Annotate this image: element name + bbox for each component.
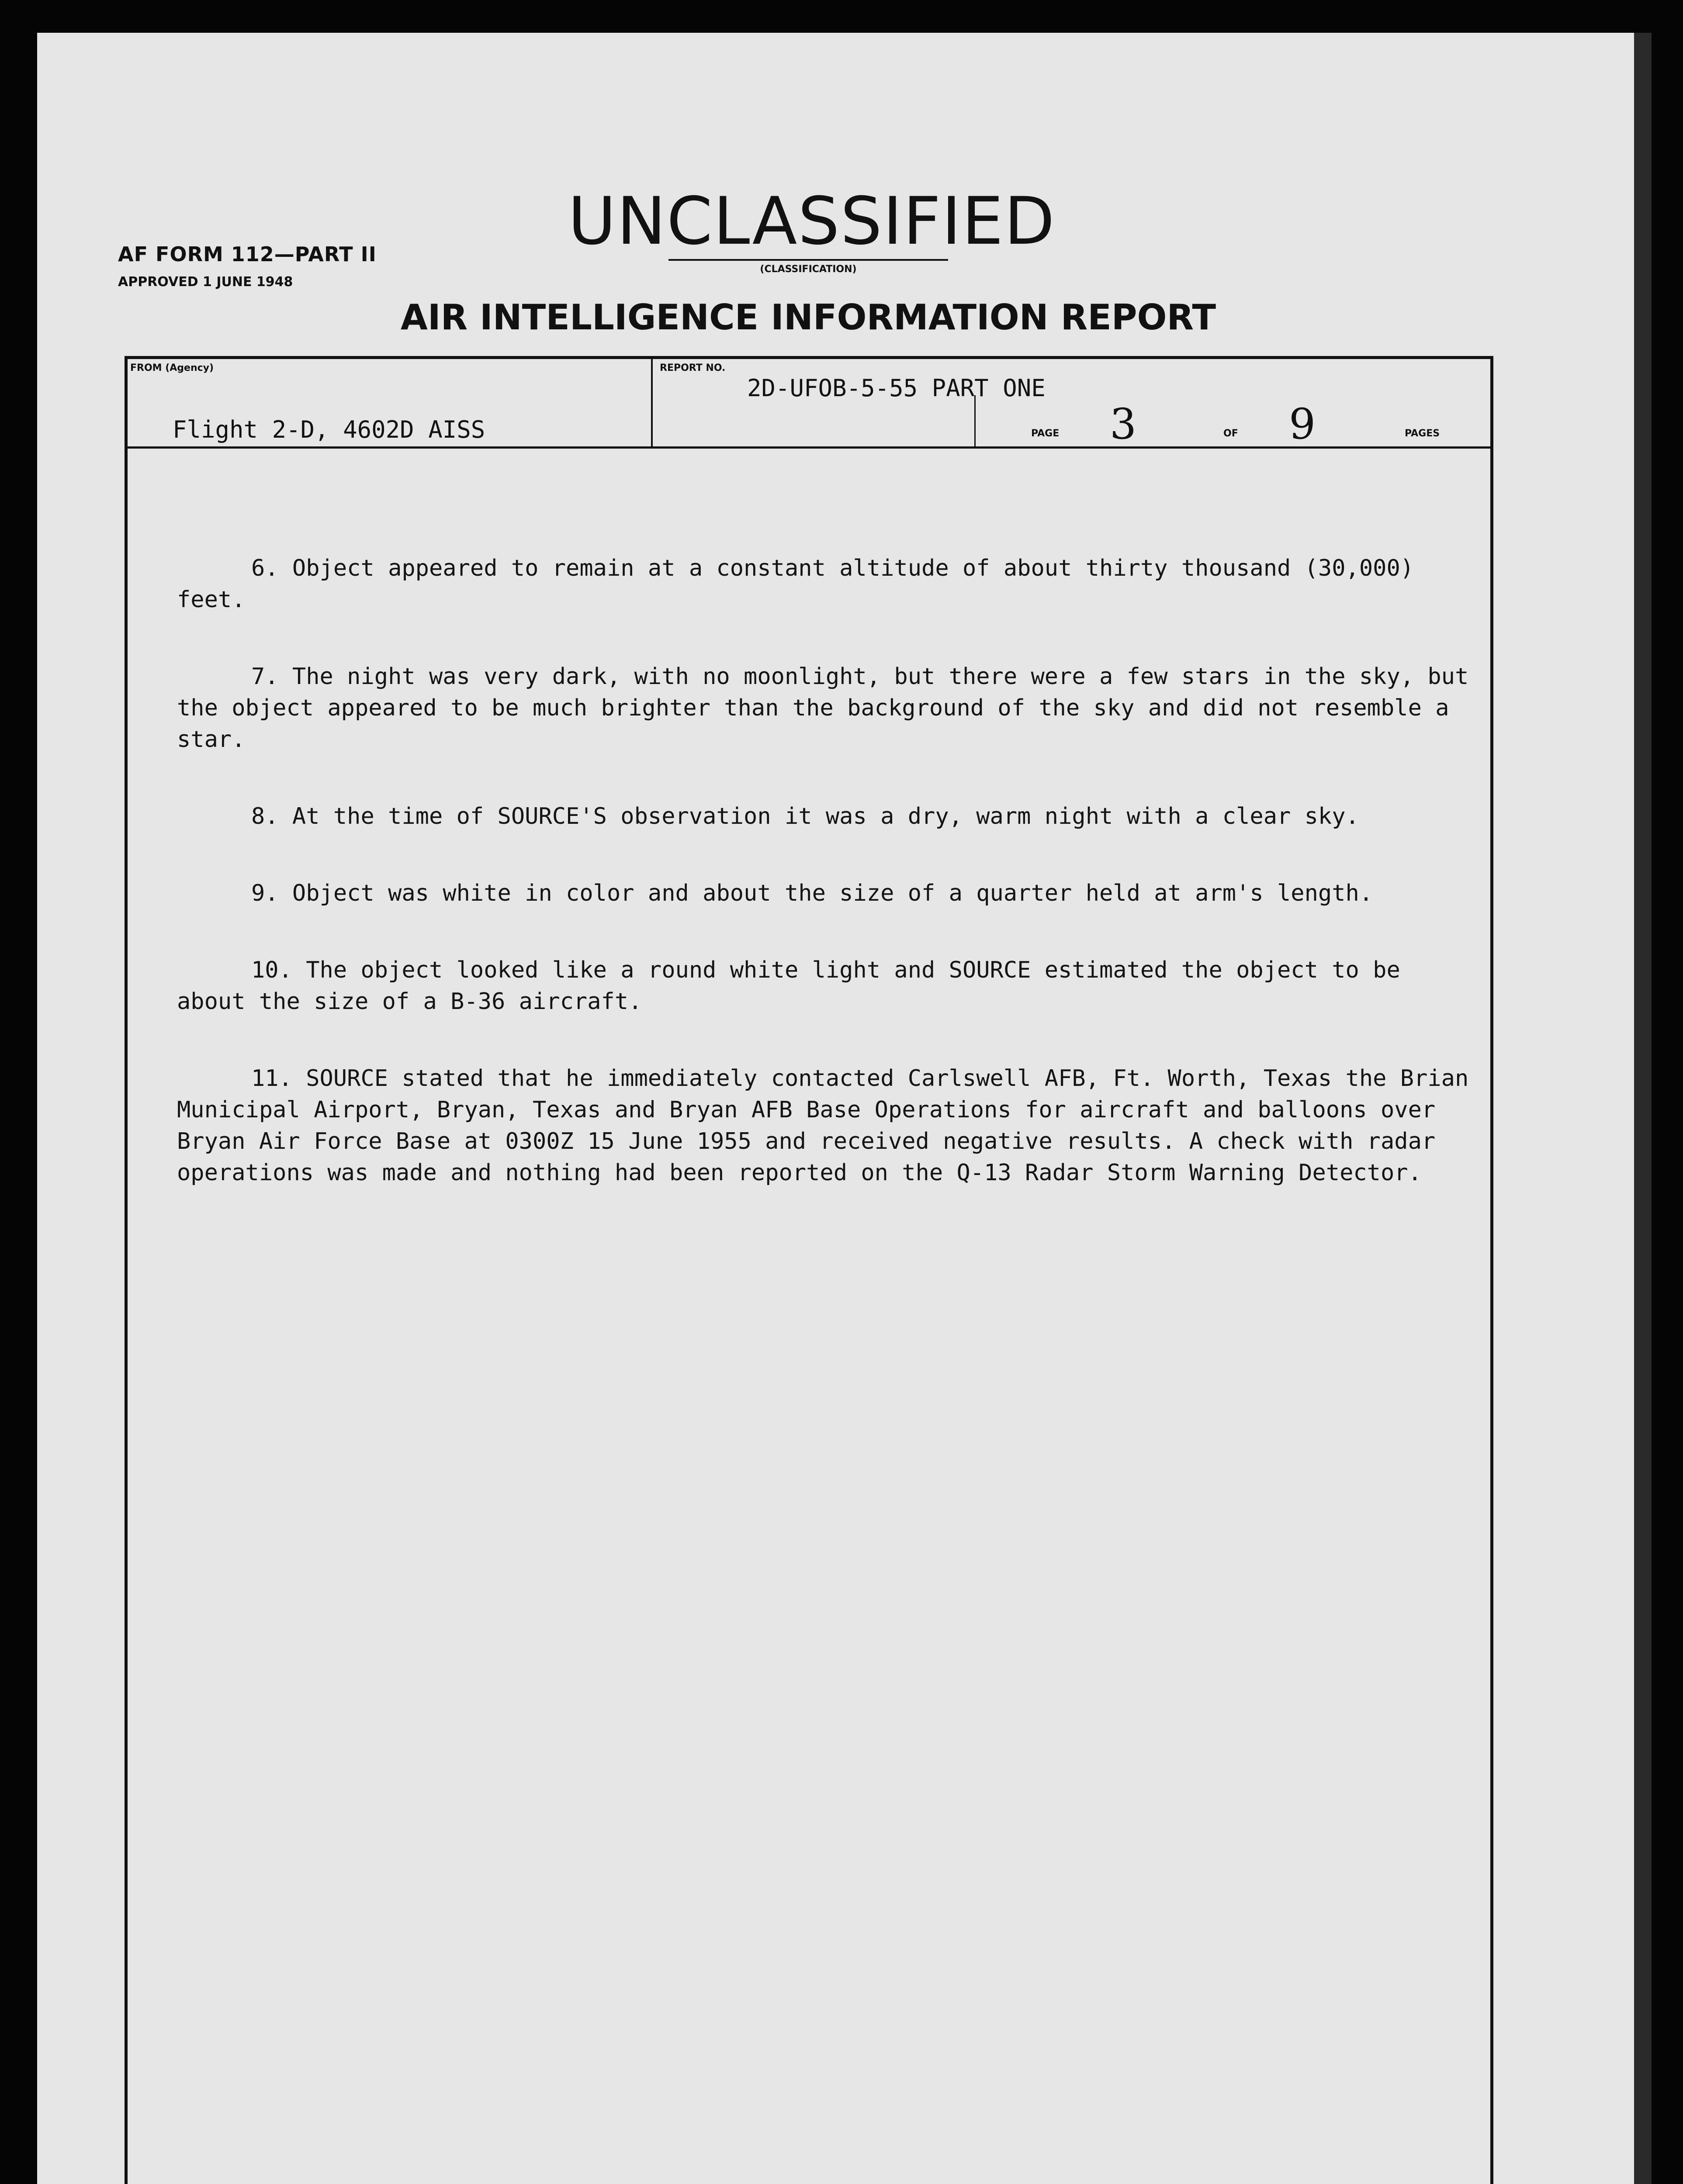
- page-total: 9: [1289, 400, 1316, 449]
- paragraph-9: 9. Object was white in color and about the size of a quarter held at arm's length.: [251, 880, 1373, 906]
- report-number-label: REPORT NO.: [660, 363, 726, 373]
- form-id: AF FORM 112—PART II: [118, 242, 377, 266]
- page-number: 3: [1110, 400, 1137, 449]
- form-approved-date: APPROVED 1 JUNE 1948: [118, 274, 293, 290]
- header-column-divider: [651, 359, 653, 446]
- pages-label: PAGES: [1405, 428, 1440, 439]
- report-body: [177, 553, 1482, 1234]
- classification-top: UNCLASSIFIED: [568, 183, 1056, 259]
- of-label: OF: [1223, 428, 1238, 439]
- report-number-value: 2D-UFOB-5-55 PART ONE: [747, 374, 1046, 402]
- paragraph-11: 11. SOURCE stated that he immediately contacted Carlswell AFB, Ft. Worth, Texas the Brian Municipal Airport, Bryan, Texas and Bryan AFB Base Operations for aircraft and balloons over Bryan Air Force Base at 0300Z 15 June 1955 and received negative results. A check with radar operations was made and nothing had been reported on the Q-13 Radar Storm Warning Detector.: [177, 1065, 1482, 1186]
- page-column-divider: [974, 395, 976, 446]
- from-label: FROM (Agency): [130, 363, 214, 373]
- paragraph-10: 10. The object looked like a round white light and SOURCE estimated the object to be about the size of a B-36 aircraft.: [177, 957, 1414, 1015]
- report-title: AIR INTELLIGENCE INFORMATION REPORT: [400, 297, 1216, 338]
- paragraph-6: 6. Object appeared to remain at a constant altitude of about thirty thousand (30,000) feet.: [177, 555, 1428, 613]
- from-value: Flight 2-D, 4602D AISS: [173, 416, 485, 443]
- header-divider: [128, 446, 1491, 449]
- classification-top-label: (CLASSIFICATION): [760, 264, 857, 275]
- page-label: PAGE: [1031, 428, 1060, 439]
- classification-top-rule: [668, 259, 948, 261]
- paragraph-8: 8. At the time of SOURCE'S observation it was a dry, warm night with a clear sky.: [251, 803, 1359, 829]
- paragraph-7: 7. The night was very dark, with no moonlight, but there were a few stars in the sky, but the object appeared to be much brighter than the background of the sky and did not resemble a star.: [177, 663, 1482, 753]
